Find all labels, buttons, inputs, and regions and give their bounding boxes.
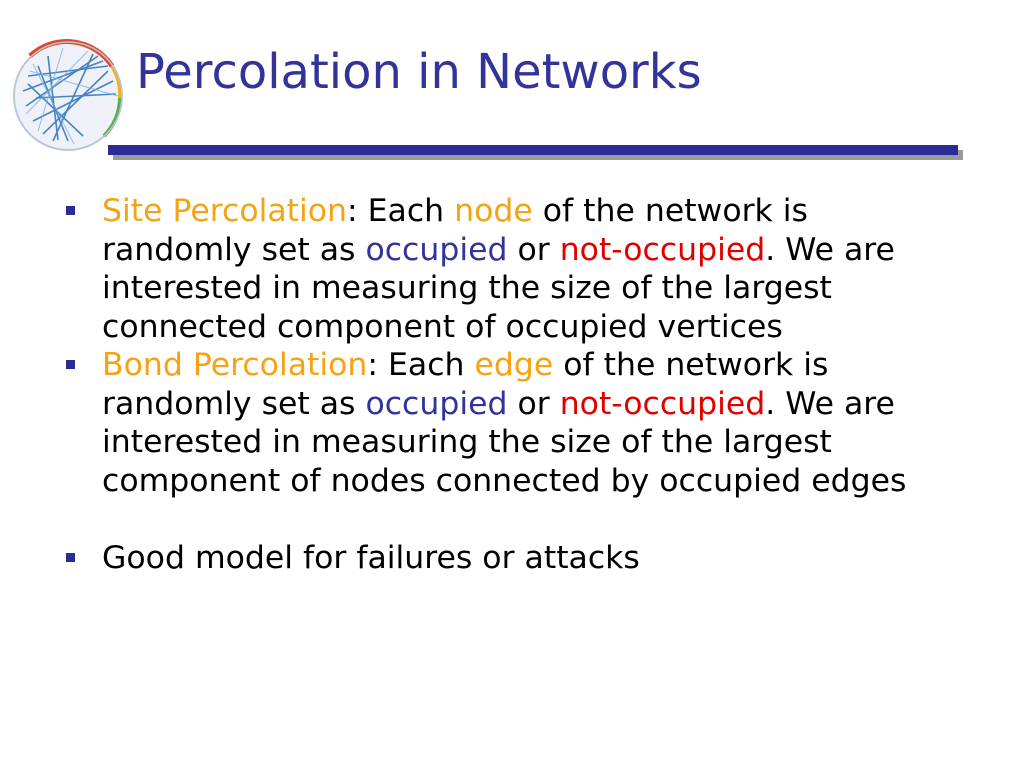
bullet-site-percolation	[64, 192, 954, 346]
text-segment: of the network is randomly set as	[102, 347, 829, 422]
term-site-percolation: Site Percolation	[102, 193, 347, 229]
bullet-list	[64, 192, 954, 578]
text-segment: of the network is randomly set as	[102, 193, 808, 268]
title-underline	[108, 145, 958, 155]
term-bond-percolation: Bond Percolation	[102, 347, 368, 383]
text-segment: . We are interested in measuring the size of the largest component of nodes connected by occupied edges	[102, 385, 907, 499]
network-logo-icon	[8, 36, 128, 156]
text-segment: or	[507, 385, 560, 422]
bullet-text: Good model for failures or attacks	[102, 540, 640, 576]
bullet-marker-icon	[66, 553, 75, 562]
term-occupied: occupied	[365, 231, 508, 268]
text-segment: : Each	[347, 193, 455, 229]
text-segment: : Each	[367, 347, 475, 383]
text-segment: . We are interested in measuring the size of the largest connected component of occupied vertices	[102, 231, 895, 345]
bullet-bond-percolation	[64, 346, 954, 500]
bullet-marker-icon	[66, 360, 75, 369]
term-not-occupied: not-occupied	[559, 385, 766, 422]
term-node: node	[454, 193, 533, 229]
bullet-marker-icon	[66, 206, 75, 215]
slide-title: Percolation in Networks	[136, 44, 702, 100]
term-edge: edge	[474, 347, 554, 383]
bullet-good-model	[64, 539, 954, 578]
term-not-occupied: not-occupied	[559, 231, 766, 268]
text-segment: or	[507, 231, 560, 268]
term-occupied: occupied	[365, 385, 508, 422]
